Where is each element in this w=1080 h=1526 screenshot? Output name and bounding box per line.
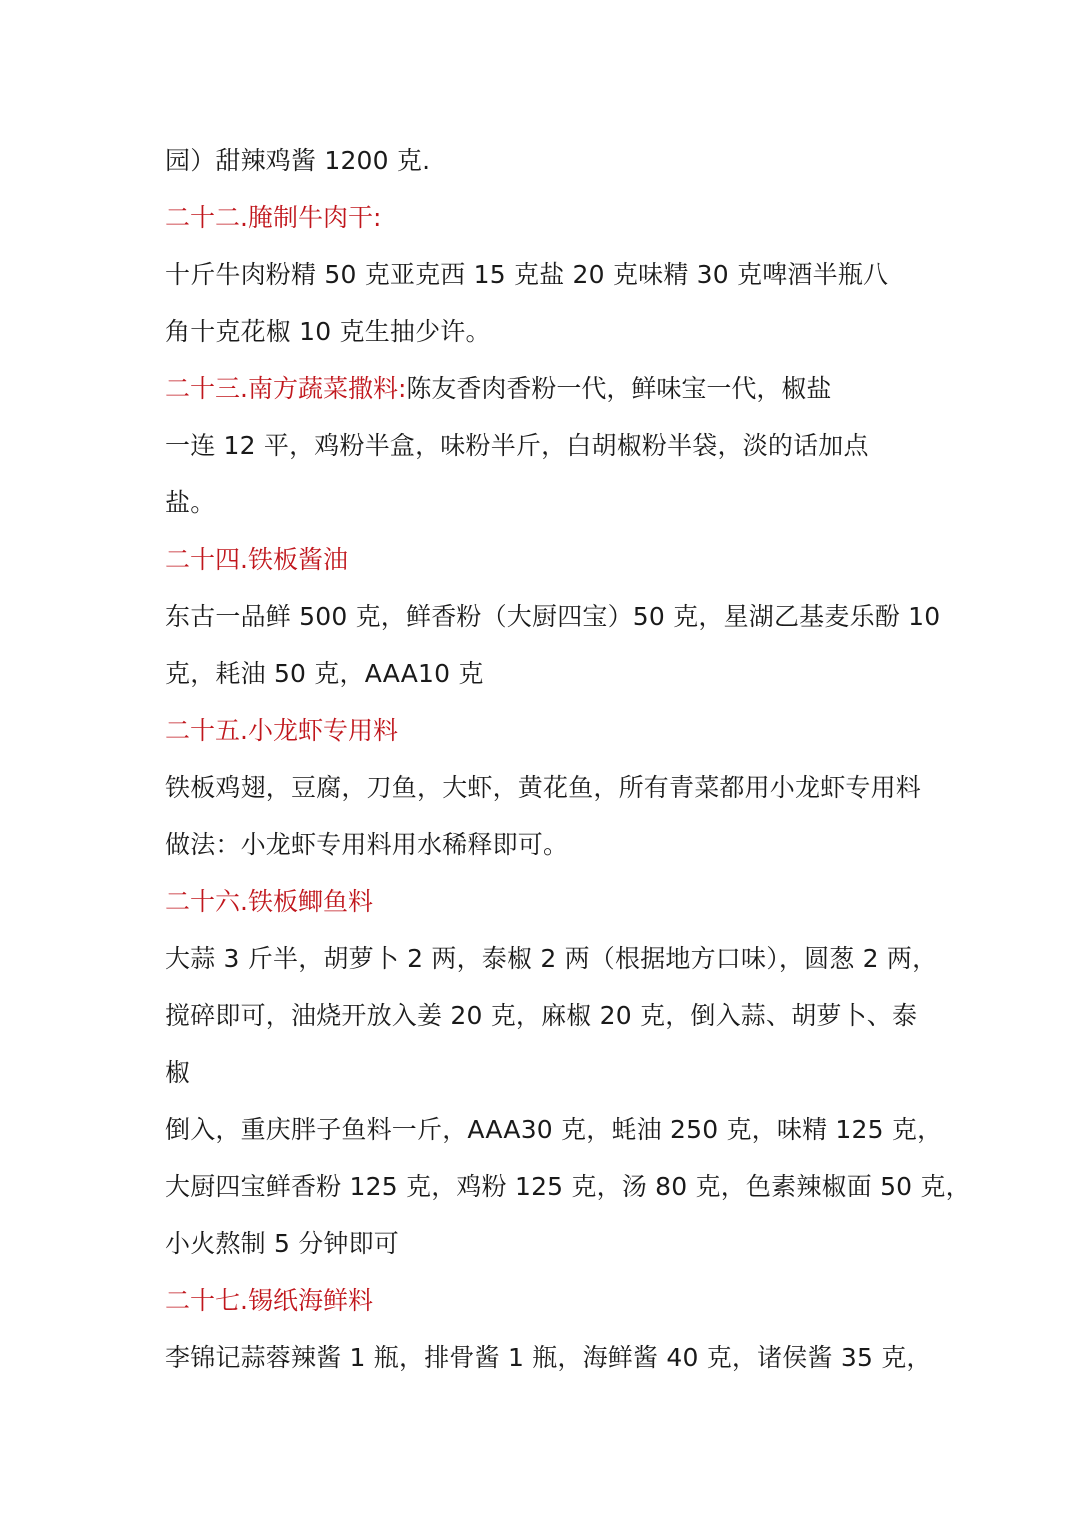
- body-line: 角十克花椒 10 克生抽少许。: [165, 317, 491, 346]
- body-line: 铁板鸡翅，豆腐，刀鱼，大虾，黄花鱼，所有青菜都用小龙虾专用料: [165, 773, 922, 802]
- heading-tail-text: 陈友香肉香粉一代，鲜味宝一代，椒盐: [406, 374, 832, 403]
- body-line: 小火熬制 5 分钟即可: [165, 1229, 400, 1258]
- body-line: 十斤牛肉粉精 50 克亚克西 15 克盐 20 克味精 30 克啤酒半瓶八: [165, 260, 889, 289]
- section-heading: 二十五.小龙虾专用料: [165, 716, 398, 745]
- section-heading: 二十三.南方蔬菜撒料:陈友香肉香粉一代，鲜味宝一代，椒盐: [165, 374, 832, 403]
- section-heading: 二十六.铁板鲫鱼料: [165, 887, 373, 916]
- section-heading: 二十七.锡纸海鲜料: [165, 1286, 373, 1315]
- body-line: 克，耗油 50 克，AAA10 克: [165, 659, 484, 688]
- recipe-document: [165, 132, 971, 1386]
- body-line: 倒入，重庆胖子鱼料一斤，AAA30 克，蚝油 250 克，味精 125 克，: [165, 1115, 943, 1144]
- body-line: 盐。: [165, 488, 216, 517]
- section-heading: 二十四.铁板酱油: [165, 545, 348, 574]
- body-line: 椒: [165, 1058, 191, 1087]
- body-line: 东古一品鲜 500 克，鲜香粉（大厨四宝）50 克，星湖乙基麦乐酚 10: [165, 602, 941, 631]
- body-line: 搅碎即可，油烧开放入姜 20 克，麻椒 20 克，倒入蒜、胡萝卜、泰: [165, 1001, 918, 1030]
- body-line: 一连 12 平，鸡粉半盒，味粉半斤，白胡椒粉半袋，淡的话加点: [165, 431, 869, 460]
- body-line: 大厨四宝鲜香粉 125 克，鸡粉 125 克，汤 80 克，色素辣椒面 50 克，: [165, 1172, 971, 1201]
- section-heading: 二十二.腌制牛肉干:: [165, 203, 382, 232]
- body-line: 做法：小龙虾专用料用水稀释即可。: [165, 830, 569, 859]
- body-line: 李锦记蒜蓉辣酱 1 瓶，排骨酱 1 瓶，海鲜酱 40 克，诸侯酱 35 克，: [165, 1343, 932, 1372]
- body-line: 大蒜 3 斤半，胡萝卜 2 两，泰椒 2 两（根据地方口味），圆葱 2 两，: [165, 944, 938, 973]
- body-line: 园）甜辣鸡酱 1200 克.: [165, 146, 431, 175]
